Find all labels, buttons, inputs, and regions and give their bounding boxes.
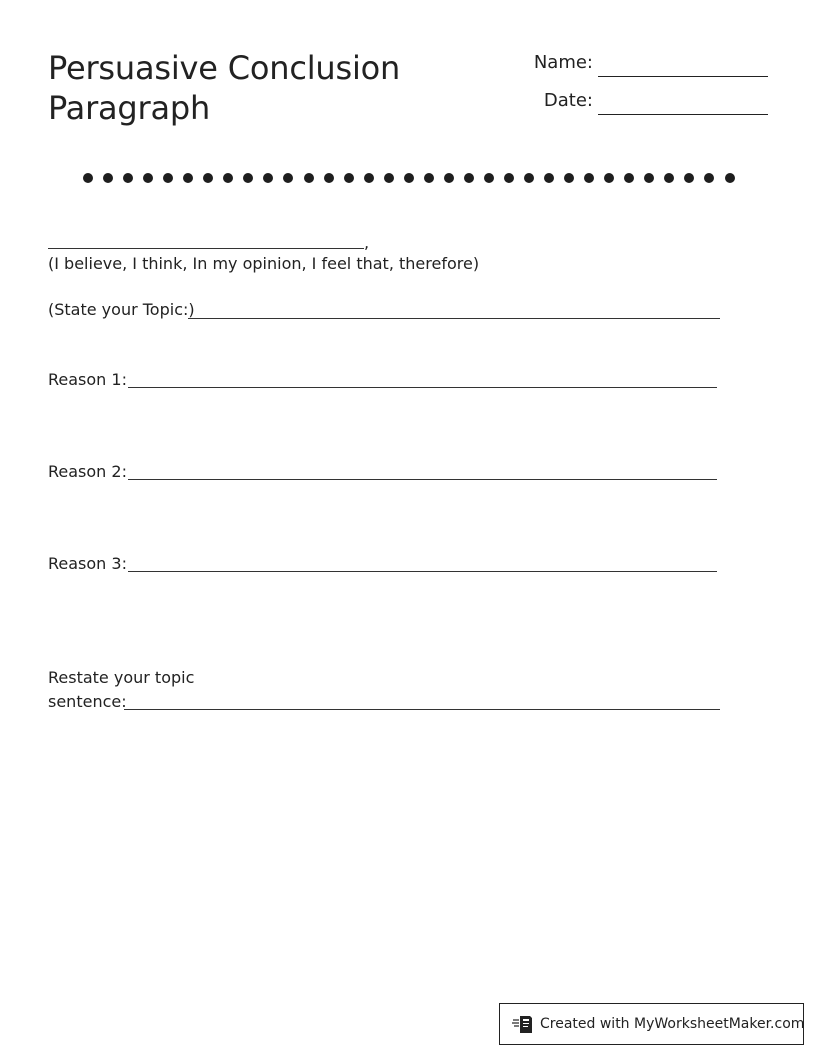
topic-label: (State your Topic:) bbox=[48, 300, 195, 319]
opener-comma: , bbox=[364, 233, 370, 252]
reason1-blank[interactable] bbox=[128, 387, 717, 388]
reason2-label: Reason 2: bbox=[48, 462, 127, 481]
divider-dot bbox=[243, 173, 253, 183]
divider-dot bbox=[183, 173, 193, 183]
name-label: Name: bbox=[533, 52, 593, 73]
divider-dot bbox=[444, 173, 454, 183]
divider-dot bbox=[684, 173, 694, 183]
divider-dot bbox=[223, 173, 233, 183]
reason3-blank[interactable] bbox=[128, 571, 717, 572]
worksheet-maker-logo-icon bbox=[512, 1013, 534, 1035]
reason3-label: Reason 3: bbox=[48, 554, 127, 573]
topic-blank[interactable] bbox=[188, 318, 720, 319]
divider-dot bbox=[404, 173, 414, 183]
divider-dot bbox=[704, 173, 714, 183]
opener-blank[interactable] bbox=[48, 248, 364, 249]
divider-dot bbox=[304, 173, 314, 183]
divider-dot bbox=[424, 173, 434, 183]
divider-dot bbox=[83, 173, 93, 183]
divider-dot bbox=[163, 173, 173, 183]
divider-dot bbox=[263, 173, 273, 183]
restate-label-line1: Restate your topic bbox=[48, 668, 195, 687]
divider-dot bbox=[103, 173, 113, 183]
divider-dot bbox=[544, 173, 554, 183]
divider-dot bbox=[584, 173, 594, 183]
reason2-blank[interactable] bbox=[128, 479, 717, 480]
divider-dot bbox=[564, 173, 574, 183]
divider-dot bbox=[464, 173, 474, 183]
reason1-label: Reason 1: bbox=[48, 370, 127, 389]
footer-badge bbox=[499, 1003, 804, 1045]
divider-dot bbox=[524, 173, 534, 183]
divider-dot bbox=[123, 173, 133, 183]
page-title: Persuasive Conclusion Paragraph bbox=[48, 49, 401, 127]
divider-dot bbox=[644, 173, 654, 183]
divider-dot bbox=[364, 173, 374, 183]
date-field[interactable] bbox=[598, 114, 768, 115]
divider-dot bbox=[143, 173, 153, 183]
divider-dot bbox=[283, 173, 293, 183]
divider-dot bbox=[344, 173, 354, 183]
divider-dot bbox=[664, 173, 674, 183]
date-label: Date: bbox=[543, 90, 593, 111]
restate-blank[interactable] bbox=[124, 709, 720, 710]
opener-hint: (I believe, I think, In my opinion, I feel that, therefore) bbox=[48, 254, 480, 273]
name-field[interactable] bbox=[598, 76, 768, 77]
divider-dot bbox=[624, 173, 634, 183]
divider-dot bbox=[604, 173, 614, 183]
divider-dot bbox=[504, 173, 514, 183]
dotted-divider bbox=[83, 173, 735, 183]
footer-text: Created with MyWorksheetMaker.com bbox=[540, 1016, 805, 1032]
divider-dot bbox=[484, 173, 494, 183]
divider-dot bbox=[203, 173, 213, 183]
divider-dot bbox=[384, 173, 394, 183]
divider-dot bbox=[725, 173, 735, 183]
divider-dot bbox=[324, 173, 334, 183]
restate-label-line2: sentence: bbox=[48, 692, 127, 711]
